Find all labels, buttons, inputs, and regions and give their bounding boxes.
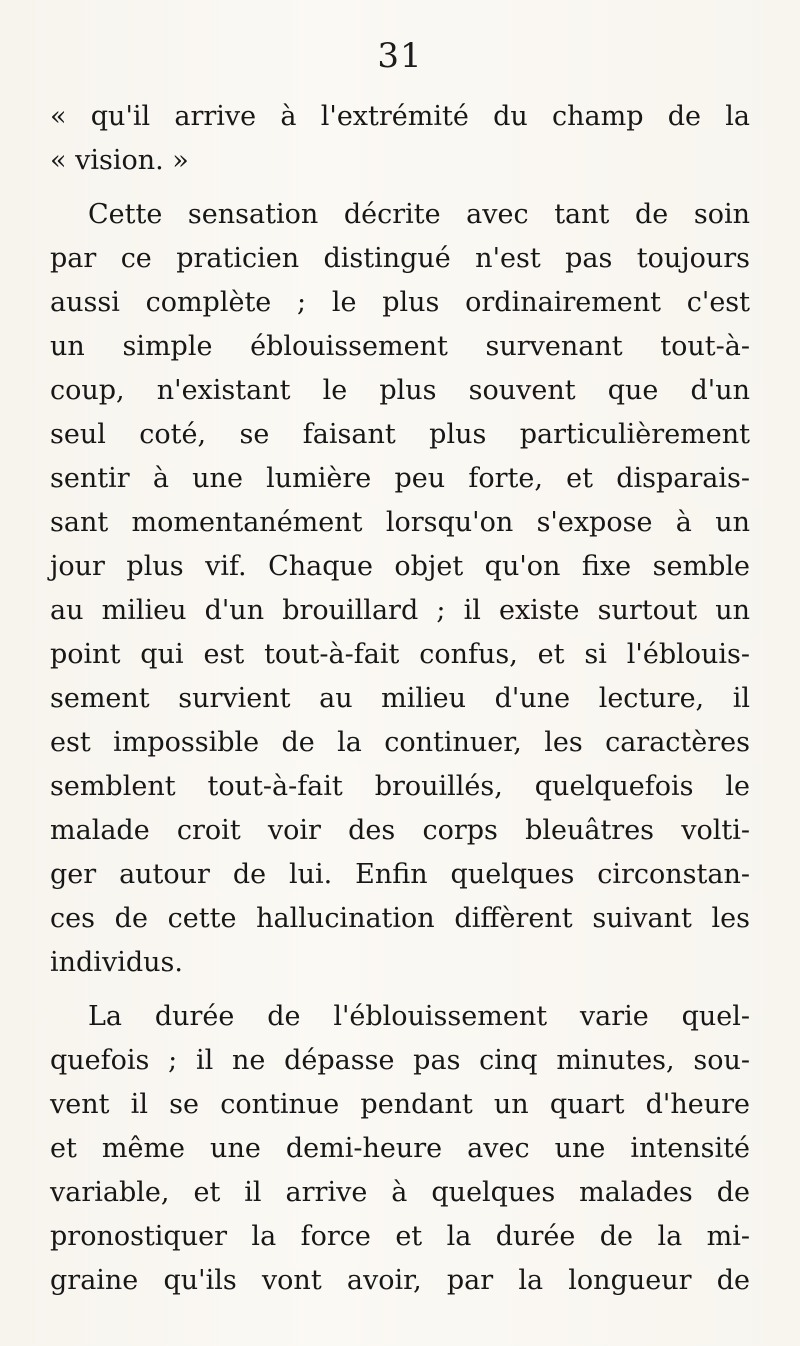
text-line: jour plus vif. Chaque objet qu'on fixe semble: [50, 551, 750, 582]
text-line: coup, n'existant le plus souvent que d'un: [50, 375, 750, 406]
paragraph: [50, 193, 750, 985]
text-line: ger autour de lui. Enfin quelques circonstan-: [50, 859, 750, 890]
paragraph: [50, 995, 750, 1303]
text-line: malade croit voir des corps bleuâtres volti-: [50, 815, 750, 846]
text-line: « vision. »: [50, 145, 189, 176]
text-line: un simple éblouissement survenant tout-à-: [50, 331, 750, 362]
text-line: par ce praticien distingué n'est pas toujours: [50, 243, 750, 274]
text-line: aussi complète ; le plus ordinairement c'est: [50, 287, 750, 318]
text-line: pronostiquer la force et la durée de la mi-: [50, 1221, 750, 1252]
text-line: vent il se continue pendant un quart d'heure: [50, 1089, 750, 1120]
text-line: ces de cette hallucination diffèrent suivant les: [50, 903, 750, 934]
page-number: 31: [377, 36, 423, 76]
body-text: [50, 95, 750, 1303]
text-line: et même une demi-heure avec une intensité: [50, 1133, 750, 1164]
text-line: seul coté, se faisant plus particulièrement: [50, 419, 750, 450]
text-line: Cette sensation décrite avec tant de soin: [88, 199, 750, 230]
text-line: La durée de l'éblouissement varie quel-: [88, 1001, 750, 1032]
text-line: sant momentanément lorsqu'on s'expose à un: [50, 507, 750, 538]
text-line: quefois ; il ne dépasse pas cinq minutes, sou-: [50, 1045, 750, 1076]
text-line: sentir à une lumière peu forte, et disparais-: [50, 463, 750, 494]
text-line: sement survient au milieu d'une lecture, il: [50, 683, 750, 714]
text-line: graine qu'ils vont avoir, par la longueur de: [50, 1265, 750, 1296]
text-line: individus.: [50, 947, 183, 978]
text-line: point qui est tout-à-fait confus, et si l'éblouis-: [50, 639, 750, 670]
paragraph: [50, 95, 750, 183]
text-line: est impossible de la continuer, les caractères: [50, 727, 750, 758]
text-line: au milieu d'un brouillard ; il existe surtout un: [50, 595, 750, 626]
text-line: variable, et il arrive à quelques malades de: [50, 1177, 750, 1208]
text-line: « qu'il arrive à l'extrémité du champ de la: [50, 101, 750, 132]
text-line: semblent tout-à-fait brouillés, quelquefois le: [50, 771, 750, 802]
